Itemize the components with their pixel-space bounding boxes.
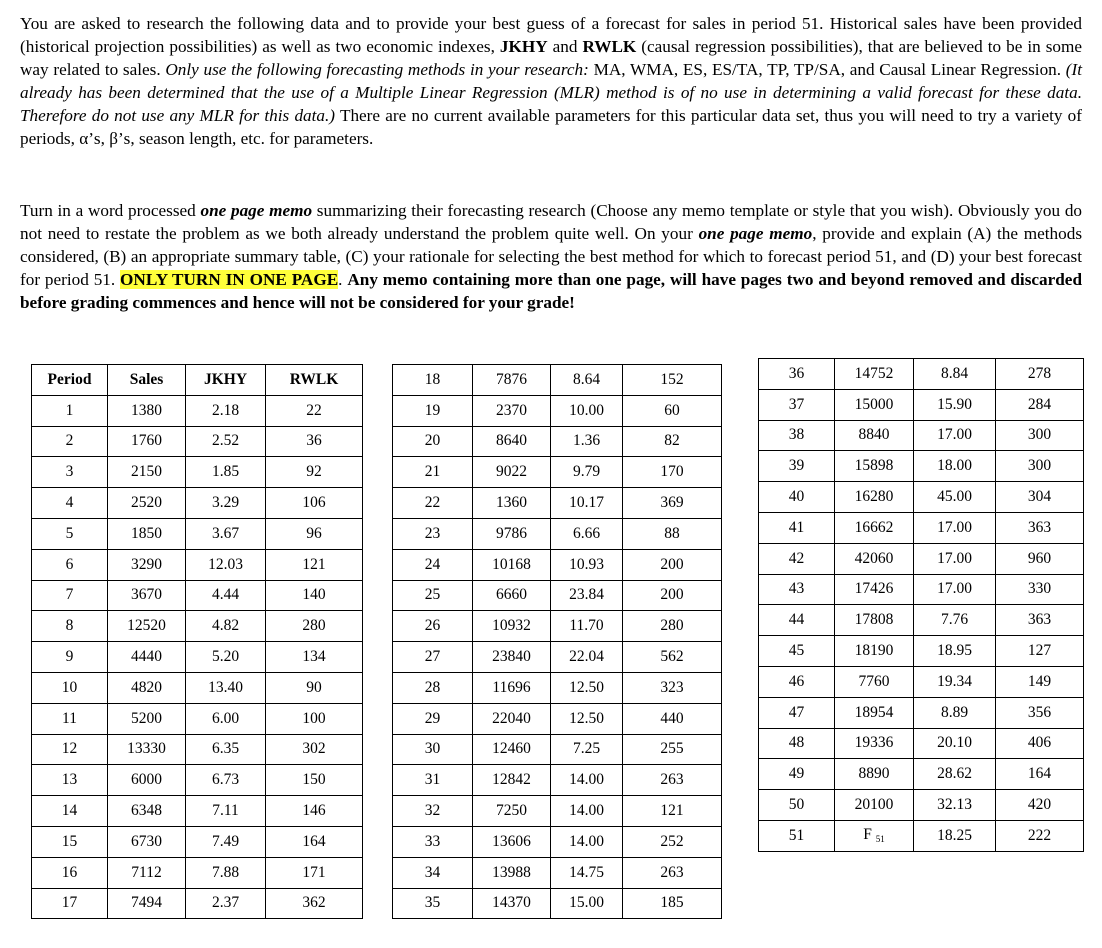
period-cell: 36 (759, 359, 835, 390)
sales-cell: 12842 (473, 765, 551, 796)
rwlk-cell: 562 (623, 642, 722, 673)
sales-cell: 11696 (473, 672, 551, 703)
jkhy-cell: 12.03 (186, 549, 266, 580)
jkhy-cell: 14.75 (551, 857, 623, 888)
sales-cell: 13606 (473, 826, 551, 857)
jkhy-cell: 10.17 (551, 488, 623, 519)
sales-cell: 23840 (473, 642, 551, 673)
jkhy-cell: 4.44 (186, 580, 266, 611)
sales-cell: 10168 (473, 549, 551, 580)
jkhy-cell: 32.13 (914, 790, 996, 821)
table-row (32, 549, 363, 580)
rwlk-cell: 150 (266, 765, 363, 796)
methods-list: MA, WMA, ES, ES/TA, TP, TP/SA, and Causal Linear Regression. (588, 60, 1066, 80)
sales-cell: 19336 (835, 728, 914, 759)
sales-cell: 14752 (835, 359, 914, 390)
data-table-block-3 (758, 358, 1084, 852)
header-rwlk: RWLK (266, 365, 363, 396)
table-row (759, 359, 1084, 390)
sales-cell: 8840 (835, 420, 914, 451)
jkhy-cell: 18.00 (914, 451, 996, 482)
period-cell: 32 (393, 796, 473, 827)
rwlk-cell: 82 (623, 426, 722, 457)
table-row (32, 796, 363, 827)
table-row (393, 703, 722, 734)
jkhy-cell: 13.40 (186, 672, 266, 703)
rwlk-cell: 252 (623, 826, 722, 857)
jkhy-cell: 2.37 (186, 888, 266, 919)
table-row (393, 611, 722, 642)
rwlk-cell: 106 (266, 488, 363, 519)
jkhy-cell: 5.20 (186, 642, 266, 673)
jkhy-cell: 12.50 (551, 672, 623, 703)
sales-cell: 5200 (108, 703, 186, 734)
one-page-memo-emphasis: one page memo (698, 224, 813, 244)
period-cell: 17 (32, 888, 108, 919)
period-cell: 50 (759, 790, 835, 821)
table-row (759, 728, 1084, 759)
jkhy-cell: 11.70 (551, 611, 623, 642)
rwlk-cell: 363 (996, 605, 1084, 636)
period-cell: 1 (32, 395, 108, 426)
jkhy-cell: 7.76 (914, 605, 996, 636)
rwlk-cell: 152 (623, 365, 722, 396)
period-cell: 47 (759, 697, 835, 728)
period-cell: 7 (32, 580, 108, 611)
text: summarizing their forecasting research (Choose any memo template or style that you wish). Obviously you do not need to restate the problem as we both already understand the problem quite well. On your (20, 201, 1083, 244)
period-cell: 28 (393, 672, 473, 703)
rwlk-cell: 90 (266, 672, 363, 703)
table-row (393, 488, 722, 519)
sales-cell: 1760 (108, 426, 186, 457)
table-row (393, 857, 722, 888)
rwlk-cell: 22 (266, 395, 363, 426)
sales-cell: 16280 (835, 482, 914, 513)
sales-cell: 4440 (108, 642, 186, 673)
sales-cell: 18190 (835, 636, 914, 667)
period-cell: 2 (32, 426, 108, 457)
period-cell: 33 (393, 826, 473, 857)
sales-cell: 6660 (473, 580, 551, 611)
jkhy-cell: 14.00 (551, 796, 623, 827)
sales-cell: 6000 (108, 765, 186, 796)
text: . (338, 270, 348, 290)
period-cell: 43 (759, 574, 835, 605)
period-cell: 44 (759, 605, 835, 636)
text: (causal regression possibilities), that are believed to be in some way related to sales. (20, 37, 1082, 80)
jkhy-cell: 17.00 (914, 543, 996, 574)
sales-cell: 22040 (473, 703, 551, 734)
sales-cell: 1850 (108, 518, 186, 549)
table-row (32, 457, 363, 488)
jkhy-cell: 6.66 (551, 518, 623, 549)
period-cell: 9 (32, 642, 108, 673)
jkhy-cell: 12.50 (551, 703, 623, 734)
jkhy-cell: 3.29 (186, 488, 266, 519)
rwlk-cell: 134 (266, 642, 363, 673)
rwlk-cell: 170 (623, 457, 722, 488)
sales-cell: 3670 (108, 580, 186, 611)
table-header-row (32, 365, 363, 396)
rwlk-cell: 300 (996, 451, 1084, 482)
period-cell: 29 (393, 703, 473, 734)
period-cell: 30 (393, 734, 473, 765)
jkhy-cell: 22.04 (551, 642, 623, 673)
period-cell: 22 (393, 488, 473, 519)
table-row (393, 672, 722, 703)
table-row (759, 697, 1084, 728)
period-cell: 6 (32, 549, 108, 580)
jkhy-cell: 17.00 (914, 420, 996, 451)
rwlk-cell: 280 (266, 611, 363, 642)
sales-cell: 1360 (473, 488, 551, 519)
jkhy-cell: 17.00 (914, 512, 996, 543)
sales-cell: 17426 (835, 574, 914, 605)
jkhy-cell: 10.93 (551, 549, 623, 580)
jkhy-cell: 8.64 (551, 365, 623, 396)
sales-cell: 7250 (473, 796, 551, 827)
sales-cell: 16662 (835, 512, 914, 543)
jkhy-cell: 14.00 (551, 826, 623, 857)
sales-cell: 9022 (473, 457, 551, 488)
table-row (32, 426, 363, 457)
period-cell: 25 (393, 580, 473, 611)
sales-cell: 12520 (108, 611, 186, 642)
table-row (393, 826, 722, 857)
period-cell: 5 (32, 518, 108, 549)
period-cell: 15 (32, 826, 108, 857)
table-row (759, 759, 1084, 790)
jkhy-cell: 14.00 (551, 765, 623, 796)
rwlk-cell: 255 (623, 734, 722, 765)
rwlk-cell: 121 (623, 796, 722, 827)
sales-cell: 3290 (108, 549, 186, 580)
jkhy-cell: 18.25 (914, 820, 996, 851)
sales-cell: 2520 (108, 488, 186, 519)
rwlk-cell: 363 (996, 512, 1084, 543)
rwlk-cell: 100 (266, 703, 363, 734)
rwlk-cell: 304 (996, 482, 1084, 513)
sales-cell: 10932 (473, 611, 551, 642)
one-page-memo-emphasis: one page memo (200, 201, 313, 220)
period-cell: 19 (393, 395, 473, 426)
table-row (759, 574, 1084, 605)
rwlk-cell: 96 (266, 518, 363, 549)
instructions-paragraph-1 (20, 12, 1082, 151)
period-cell: 37 (759, 389, 835, 420)
rwlk-cell: 263 (623, 765, 722, 796)
rwlk-cell: 420 (996, 790, 1084, 821)
sales-cell: 7494 (108, 888, 186, 919)
table-row (759, 790, 1084, 821)
table-row (759, 420, 1084, 451)
jkhy-cell: 6.73 (186, 765, 266, 796)
period-cell: 13 (32, 765, 108, 796)
jkhy-cell: 8.89 (914, 697, 996, 728)
table-row (393, 734, 722, 765)
period-cell: 11 (32, 703, 108, 734)
table-row (759, 482, 1084, 513)
period-cell: 41 (759, 512, 835, 543)
period-cell: 10 (32, 672, 108, 703)
sales-cell: 7876 (473, 365, 551, 396)
table-row (759, 389, 1084, 420)
rwlk-cell: 440 (623, 703, 722, 734)
period-cell: 16 (32, 857, 108, 888)
rwlk-cell: 121 (266, 549, 363, 580)
jkhy-cell: 7.11 (186, 796, 266, 827)
jkhy-cell: 1.36 (551, 426, 623, 457)
sales-cell: 12460 (473, 734, 551, 765)
table-row (32, 703, 363, 734)
period-cell: 26 (393, 611, 473, 642)
sales-cell: 8640 (473, 426, 551, 457)
table-row (393, 888, 722, 919)
table-row (32, 488, 363, 519)
rwlk-cell: 369 (623, 488, 722, 519)
period-cell: 20 (393, 426, 473, 457)
data-table-block-2 (392, 364, 722, 919)
rwlk-cell: 278 (996, 359, 1084, 390)
rwlk-cell: 356 (996, 697, 1084, 728)
sales-cell: 15000 (835, 389, 914, 420)
header-jkhy: JKHY (186, 365, 266, 396)
period-cell: 27 (393, 642, 473, 673)
period-cell: 39 (759, 451, 835, 482)
rwlk-cell: 323 (623, 672, 722, 703)
rwlk-cell: 330 (996, 574, 1084, 605)
jkhy-cell: 6.00 (186, 703, 266, 734)
forecast-subscript: 51 (875, 834, 885, 845)
text: , provide and explain (A) the methods considered, (B) an appropriate summary table, (C) your rationale for selecting the best method for which to forecast period 51, and (D) your best forecast for period 51. (20, 224, 1083, 290)
sales-cell: 13330 (108, 734, 186, 765)
rwlk-cell: 362 (266, 888, 363, 919)
text: You are asked to research the following data and to provide your best guess of a forecast for sales in period 51. Historical sales have been provided (historical projection possibilities) as well as two economic indexes, (20, 14, 1082, 57)
period-cell: 14 (32, 796, 108, 827)
rwlk-cell: 146 (266, 796, 363, 827)
rwlk-cell: 302 (266, 734, 363, 765)
table-row (393, 395, 722, 426)
table-row (32, 611, 363, 642)
grading-warning: Any memo containing more than one page, will have pages two and beyond removed and discarded before grading commences and hence will not be considered for your grade! (20, 270, 1082, 313)
table-row (759, 451, 1084, 482)
mlr-note: (It already has been determined that the use of a Multiple Linear Regression (MLR) method is of no use in determining a valid forecast for these data. Therefore do not use any MLR for this data.) (20, 60, 1083, 126)
period-cell: 8 (32, 611, 108, 642)
table-row (32, 765, 363, 796)
table-row (393, 457, 722, 488)
sales-cell: 6348 (108, 796, 186, 827)
table-row (32, 888, 363, 919)
period-cell: 45 (759, 636, 835, 667)
jkhy-cell: 19.34 (914, 666, 996, 697)
period-cell: 40 (759, 482, 835, 513)
table-row (32, 580, 363, 611)
jkhy-cell: 6.35 (186, 734, 266, 765)
period-cell: 18 (393, 365, 473, 396)
rwlk-label: RWLK (582, 37, 637, 57)
table-row (759, 512, 1084, 543)
jkhy-cell: 18.95 (914, 636, 996, 667)
rwlk-cell: 127 (996, 636, 1084, 667)
jkhy-cell: 2.52 (186, 426, 266, 457)
rwlk-cell: 164 (996, 759, 1084, 790)
sales-cell: 18954 (835, 697, 914, 728)
sales-cell: 17808 (835, 605, 914, 636)
rwlk-cell: 222 (996, 820, 1084, 851)
sales-cell: 6730 (108, 826, 186, 857)
table-row (759, 543, 1084, 574)
jkhy-cell: 20.10 (914, 728, 996, 759)
table-row (32, 395, 363, 426)
table-row (759, 605, 1084, 636)
table-row (32, 734, 363, 765)
jkhy-label: JKHY (499, 37, 548, 57)
table-row (393, 796, 722, 827)
sales-cell: 8890 (835, 759, 914, 790)
rwlk-cell: 185 (623, 888, 722, 919)
text: and (547, 37, 583, 57)
jkhy-cell: 9.79 (551, 457, 623, 488)
jkhy-cell: 15.00 (551, 888, 623, 919)
sales-cell: 4820 (108, 672, 186, 703)
period-cell: 49 (759, 759, 835, 790)
jkhy-cell: 7.88 (186, 857, 266, 888)
period-cell: 42 (759, 543, 835, 574)
period-cell: 12 (32, 734, 108, 765)
table-row (393, 365, 722, 396)
table-row (393, 765, 722, 796)
forecast-label: F (863, 826, 872, 844)
sales-cell: 15898 (835, 451, 914, 482)
rwlk-cell: 92 (266, 457, 363, 488)
jkhy-cell: 8.84 (914, 359, 996, 390)
sales-cell: 9786 (473, 518, 551, 549)
table-row (32, 826, 363, 857)
jkhy-cell: 45.00 (914, 482, 996, 513)
table-row (32, 642, 363, 673)
table-row (393, 642, 722, 673)
period-cell: 34 (393, 857, 473, 888)
table-row (393, 518, 722, 549)
period-cell: 38 (759, 420, 835, 451)
rwlk-cell: 280 (623, 611, 722, 642)
sales-cell: 42060 (835, 543, 914, 574)
jkhy-cell: 1.85 (186, 457, 266, 488)
jkhy-cell: 3.67 (186, 518, 266, 549)
table-row (759, 666, 1084, 697)
rwlk-cell: 406 (996, 728, 1084, 759)
period-cell: 23 (393, 518, 473, 549)
table-row (32, 672, 363, 703)
sales-cell: 20100 (835, 790, 914, 821)
rwlk-cell: 149 (996, 666, 1084, 697)
sales-cell: 2370 (473, 395, 551, 426)
sales-cell: 7112 (108, 857, 186, 888)
table-row (393, 580, 722, 611)
methods-intro: Only use the following forecasting methods in your research: (165, 60, 589, 80)
rwlk-cell: 200 (623, 580, 722, 611)
period-cell: 35 (393, 888, 473, 919)
forecast-row (759, 820, 1084, 851)
rwlk-cell: 171 (266, 857, 363, 888)
header-period: Period (32, 365, 108, 396)
sales-cell: 2150 (108, 457, 186, 488)
text: There are no current available parameters for this particular data set, thus you will need to try a variety of periods, α’s, β’s, season length, etc. for parameters. (20, 106, 1082, 149)
rwlk-cell: 36 (266, 426, 363, 457)
jkhy-cell: 17.00 (914, 574, 996, 605)
rwlk-cell: 140 (266, 580, 363, 611)
table-row (393, 426, 722, 457)
rwlk-cell: 60 (623, 395, 722, 426)
table-row (759, 636, 1084, 667)
table-row (393, 549, 722, 580)
highlighted-warning: ONLY TURN IN ONE PAGE (120, 270, 339, 290)
period-cell: 3 (32, 457, 108, 488)
rwlk-cell: 300 (996, 420, 1084, 451)
jkhy-cell: 2.18 (186, 395, 266, 426)
jkhy-cell: 15.90 (914, 389, 996, 420)
rwlk-cell: 284 (996, 389, 1084, 420)
period-cell: 48 (759, 728, 835, 759)
forecast-sales-cell (835, 820, 914, 851)
period-cell: 31 (393, 765, 473, 796)
table-row (32, 857, 363, 888)
sales-cell: 13988 (473, 857, 551, 888)
text: Turn in a word processed (20, 201, 201, 220)
rwlk-cell: 88 (623, 518, 722, 549)
jkhy-cell: 10.00 (551, 395, 623, 426)
sales-cell: 7760 (835, 666, 914, 697)
instructions-paragraph-2 (20, 199, 1082, 314)
sales-cell: 14370 (473, 888, 551, 919)
rwlk-cell: 200 (623, 549, 722, 580)
period-cell: 51 (759, 820, 835, 851)
jkhy-cell: 23.84 (551, 580, 623, 611)
period-cell: 4 (32, 488, 108, 519)
jkhy-cell: 28.62 (914, 759, 996, 790)
jkhy-cell: 7.49 (186, 826, 266, 857)
header-sales: Sales (108, 365, 186, 396)
period-cell: 24 (393, 549, 473, 580)
table-row (32, 518, 363, 549)
jkhy-cell: 4.82 (186, 611, 266, 642)
jkhy-cell: 7.25 (551, 734, 623, 765)
data-table-block-1 (31, 364, 363, 919)
period-cell: 21 (393, 457, 473, 488)
rwlk-cell: 263 (623, 857, 722, 888)
rwlk-cell: 164 (266, 826, 363, 857)
sales-cell: 1380 (108, 395, 186, 426)
period-cell: 46 (759, 666, 835, 697)
rwlk-cell: 960 (996, 543, 1084, 574)
